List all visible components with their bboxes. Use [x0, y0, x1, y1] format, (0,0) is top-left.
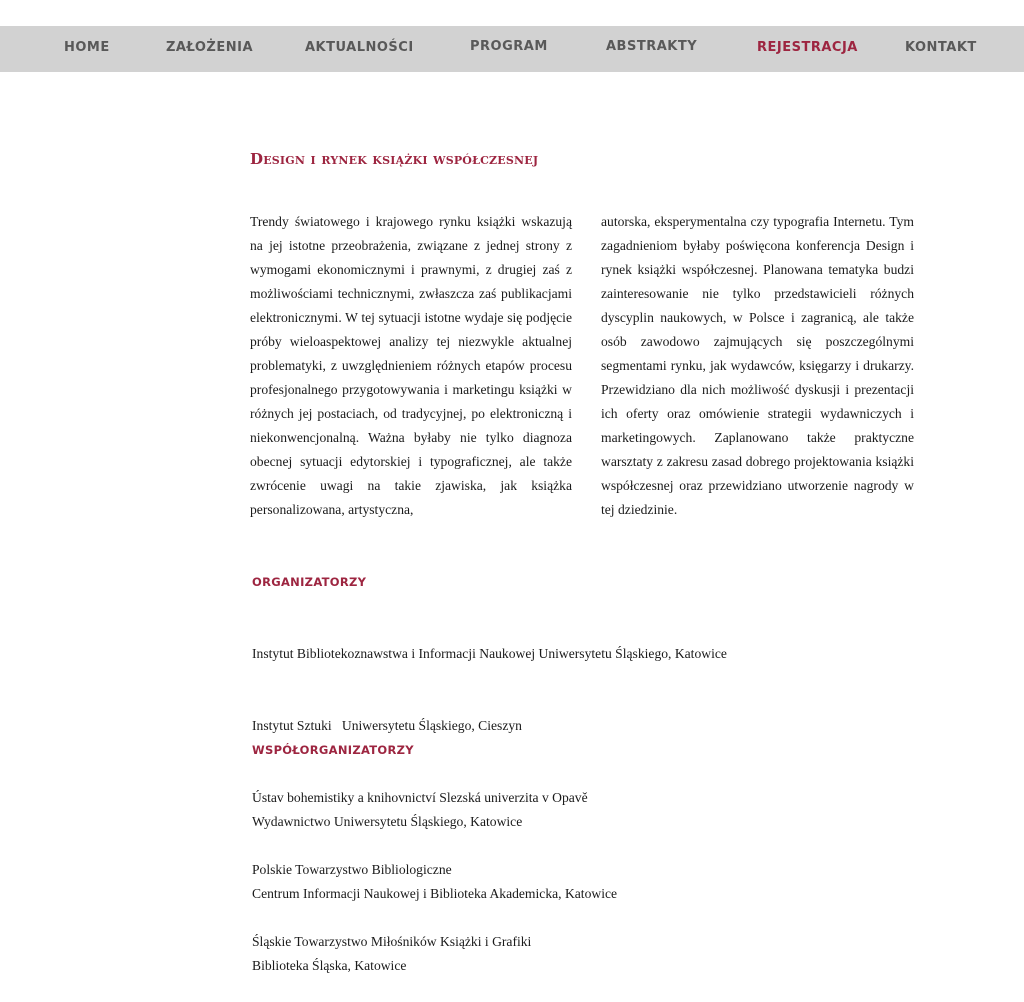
nav-item-abstrakty[interactable]: ABSTRAKTY — [606, 39, 698, 54]
nav-item-kontakt[interactable]: KONTAKT — [905, 40, 977, 55]
article-column-right — [601, 210, 914, 522]
organizer-item: Instytut Sztuki Uniwersytetu Śląskiego, Cieszyn — [252, 718, 522, 733]
nav-item-program[interactable]: PROGRAM — [470, 39, 548, 54]
article-paragraph-right: autorska, eksperymentalna czy typografia Internetu. Tym zagadnieniom byłaby poświęcona konferencja Design i rynek książki współczesnej. Planowana tematyka budzi zainteresowanie nie tylko przedstawicieli różnych dyscyplin naukowych, w Polsce i zagranicą, ale także osób zawodowo zajmujących się poszczególnymi segmentami rynku, jak wydawców, księgarzy i drukarzy. Przewidziano dla nich możliwość dyskusji i prezentacji ich oferty oraz omówienie strategii wydawniczych i marketingowych. Zaplanowano także praktyczne warsztaty z zakresu zasad dobrego projektowania książki współczesnej oraz przewidziano utworzenie nagrody w tej dziedzinie. — [601, 214, 914, 517]
page-title: Design i rynek książki współczesnej — [250, 150, 539, 169]
organizer-item: Ústav bohemistiky a knihovnictví Slezská univerzita v Opavě — [252, 790, 588, 805]
co-organizers-heading: WSPÓŁORGANIZATORZY — [252, 743, 414, 757]
nav-item-rejestracja[interactable]: REJESTRACJA — [757, 40, 858, 55]
organizers-heading: ORGANIZATORZY — [252, 575, 367, 589]
co-organizer-item: Centrum Informacji Naukowej i Biblioteka Akademicka, Katowice — [252, 886, 618, 901]
organizer-item: Polskie Towarzystwo Bibliologiczne — [252, 862, 452, 877]
main-navbar — [0, 26, 1024, 72]
nav-item-zalozenia[interactable]: ZAŁOŻENIA — [166, 40, 254, 55]
organizer-item: Instytut Bibliotekoznawstwa i Informacji Naukowej Uniwersytetu Śląskiego, Katowice — [252, 646, 727, 661]
article-paragraph-left: Trendy światowego i krajowego rynku książki wskazują na jej istotne przeobrażenia, związane z jednej strony z wymogami ekonomicznymi i prawnymi, z drugiej zaś z możliwościami technicznymi, zwłaszcza zaś publikacjami elektronicznymi. W tej sytuacji istotne wydaje się podjęcie próby wieloaspektowej analizy tej niezwykle aktualnej problematyki, z uwzględnieniem różnych etapów procesu profesjonalnego przygotowywania i marketingu książki w różnych jej postaciach, od tradycyjnej, po elektroniczną i niekonwencjonalną. Ważna byłaby nie tylko diagnoza obecnej sytuacji edytorskiej i typograficznej, ale także zwrócenie uwagi na takie zjawiska, jak książka personalizowana, artystyczna, — [250, 214, 572, 517]
co-organizer-item: Wydawnictwo Uniwersytetu Śląskiego, Katowice — [252, 814, 523, 829]
co-organizers-list — [252, 762, 617, 1002]
nav-item-aktualnosci[interactable]: AKTUALNOŚCI — [305, 40, 414, 55]
co-organizer-item: Biblioteka Śląska, Katowice — [252, 958, 407, 973]
nav-item-home[interactable]: HOME — [64, 40, 110, 55]
organizer-item: Śląskie Towarzystwo Miłośników Książki i Grafiki — [252, 934, 532, 949]
article-column-left — [250, 210, 572, 522]
